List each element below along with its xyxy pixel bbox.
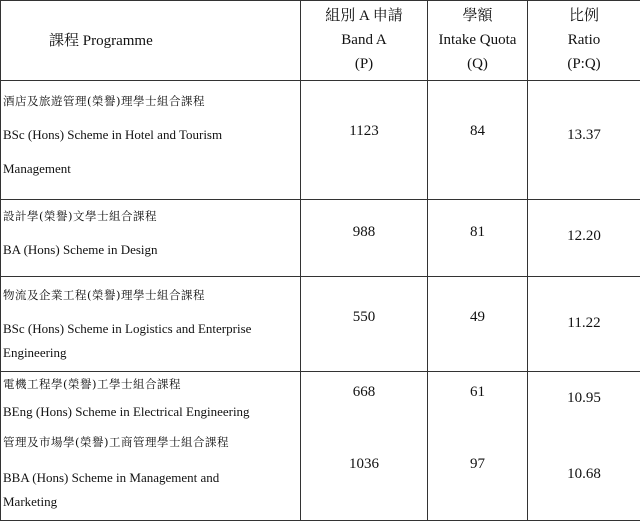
programme-name-en: BSc (Hons) Scheme in Logistics and Enterprise: [3, 321, 252, 336]
ratio-cell: [528, 434, 640, 521]
ratio-cell: [528, 200, 640, 277]
ratio-value: 13.37: [567, 127, 601, 143]
quota-value: 84: [470, 123, 485, 139]
band-a-cell: [301, 81, 428, 200]
programme-name-en-cont: Engineering: [3, 345, 67, 360]
ratio-value: 10.95: [567, 390, 601, 406]
quota-value: 97: [470, 456, 485, 472]
table-row: [1, 81, 640, 200]
band-a-cell: [301, 372, 428, 435]
table-row: [1, 277, 640, 372]
programme-name-zh: 物流及企業工程(榮譽)理學士組合課程: [3, 288, 205, 302]
band-a-value: 1036: [349, 456, 379, 472]
band-a-value: 550: [352, 309, 376, 325]
header-row: [1, 1, 640, 81]
header-ratio-line1: 比例: [568, 8, 599, 24]
header-ratio: [528, 1, 640, 81]
header-ratio-line2: Ratio: [567, 32, 601, 48]
ratio-cell: [528, 81, 640, 200]
ratio-cell: [528, 372, 640, 435]
table-row: [1, 434, 640, 521]
programme-name-en-cont: Marketing: [3, 494, 58, 509]
table-row: [1, 200, 640, 277]
programme-name-en: BSc (Hons) Scheme in Hotel and Tourism: [3, 127, 223, 142]
quota-cell: [428, 434, 528, 521]
header-band-a-line3: (P): [354, 56, 374, 72]
header-quota-line3: (Q): [467, 56, 488, 72]
band-a-value: 988: [352, 224, 376, 240]
header-band-a-line2: Band A: [341, 32, 387, 48]
programme-cell: [1, 200, 301, 277]
quota-cell: [428, 277, 528, 372]
programme-name-en: BEng (Hons) Scheme in Electrical Engineering: [3, 404, 250, 419]
programme-name-en: BA (Hons) Scheme in Design: [3, 242, 158, 257]
programme-name-en: BBA (Hons) Scheme in Management and: [3, 470, 220, 485]
band-a-cell: [301, 434, 428, 521]
header-quota-line2: Intake Quota: [438, 32, 517, 48]
header-ratio-line3: (P:Q): [567, 56, 601, 72]
table-row: [1, 372, 640, 435]
programme-name-zh: 設計學(榮譽)文學士組合課程: [3, 209, 157, 223]
ratio-cell: [528, 277, 640, 372]
ratio-value: 11.22: [567, 315, 601, 331]
quota-value: 61: [470, 384, 485, 400]
programme-cell: [1, 81, 301, 200]
programme-name-zh: 酒店及旅遊管理(榮譽)理學士組合課程: [3, 94, 205, 108]
programme-name-en-cont: Management: [3, 161, 71, 176]
band-a-value: 668: [352, 384, 376, 400]
programme-name-zh: 電機工程學(榮譽)工學士組合課程: [3, 377, 181, 391]
programme-name-zh: 管理及市場學(榮譽)工商管理學士組合課程: [3, 435, 229, 449]
programme-cell: [1, 372, 301, 435]
quota-cell: [428, 200, 528, 277]
programme-cell: [1, 434, 301, 521]
programme-cell: [1, 277, 301, 372]
header-quota: [428, 1, 528, 81]
band-a-cell: [301, 277, 428, 372]
quota-cell: [428, 81, 528, 200]
header-quota-line1: 學額: [462, 8, 493, 24]
ratio-value: 10.68: [567, 466, 601, 482]
quota-value: 81: [470, 224, 485, 240]
header-programme: 課程 Programme: [1, 1, 301, 81]
ratio-value: 12.20: [567, 228, 601, 244]
quota-cell: [428, 372, 528, 435]
quota-value: 49: [470, 309, 485, 325]
band-a-value: 1123: [349, 123, 379, 139]
header-band-a: [301, 1, 428, 81]
header-band-a-line1: 組別 A 申請: [325, 8, 403, 24]
band-a-cell: [301, 200, 428, 277]
